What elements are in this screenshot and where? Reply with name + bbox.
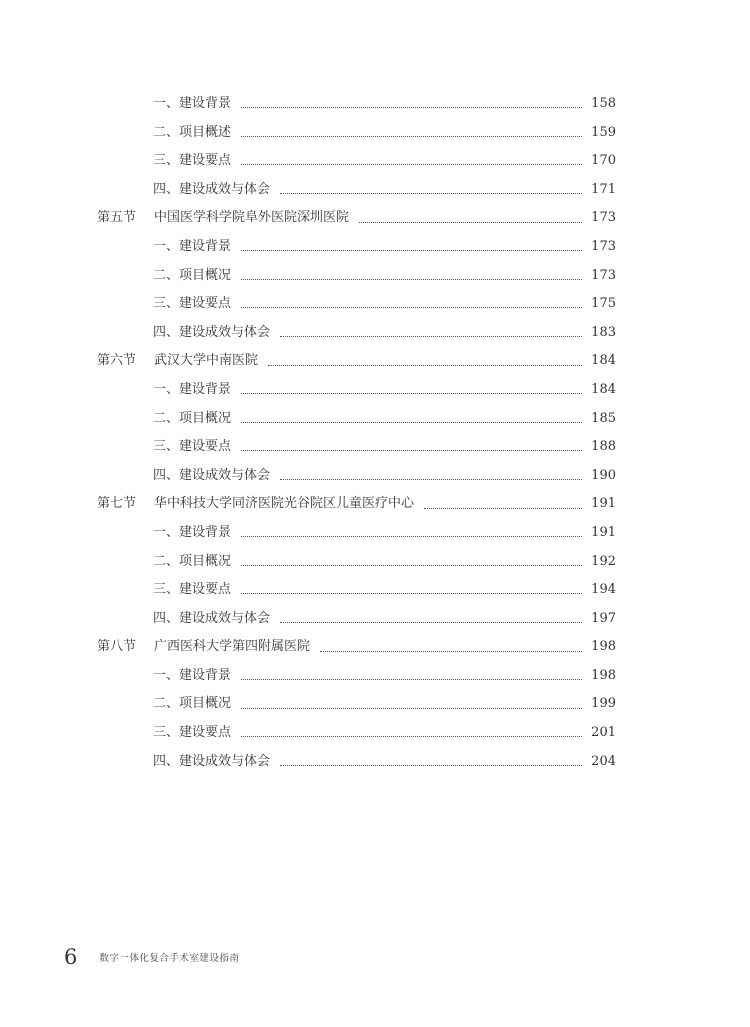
dot-leader: [241, 449, 616, 451]
toc-subentry[interactable]: [0, 719, 750, 748]
toc-section-entry[interactable]: [0, 490, 750, 519]
toc-entry-title: 三、建设要点: [153, 433, 241, 462]
toc-page-number: 158: [582, 90, 616, 119]
toc-section-entry[interactable]: [0, 633, 750, 662]
dot-leader: [241, 249, 616, 251]
dot-leader: [280, 764, 616, 766]
toc-page-number: 173: [582, 233, 616, 262]
toc-page-number: 184: [582, 376, 616, 405]
toc-subentry[interactable]: [0, 233, 750, 262]
toc-entry-title: 四、建设成效与体会: [153, 748, 280, 777]
toc-section-number: 第七节: [97, 496, 137, 512]
toc-subentry[interactable]: [0, 147, 750, 176]
toc-entry-label: [153, 319, 616, 348]
toc-subentry[interactable]: [0, 319, 750, 348]
table-of-contents: [0, 90, 750, 776]
toc-subentry[interactable]: [0, 90, 750, 119]
toc-entry-title: 二、项目概述: [153, 119, 241, 148]
toc-entry-title: 一、建设背景: [153, 90, 241, 119]
toc-entry-title: 四、建设成效与体会: [153, 462, 280, 491]
toc-entry-label: [153, 662, 616, 691]
page-footer: [64, 942, 239, 972]
dot-leader: [241, 163, 616, 165]
toc-entry-title: 一、建设背景: [153, 662, 241, 691]
toc-page-number: 188: [582, 433, 616, 462]
toc-entry-label: [153, 233, 616, 262]
dot-leader: [280, 478, 616, 480]
toc-entry-label: [154, 347, 616, 376]
toc-entry-label: [153, 90, 616, 119]
toc-entry-title: 一、建设背景: [153, 519, 241, 548]
toc-section-number: 第五节: [97, 210, 137, 226]
toc-entry-title: 三、建设要点: [153, 147, 241, 176]
toc-entry-title: 二、项目概况: [153, 262, 241, 291]
toc-page-number: 191: [582, 519, 616, 548]
toc-entry-label: [153, 376, 616, 405]
toc-subentry[interactable]: [0, 262, 750, 291]
toc-subentry[interactable]: [0, 433, 750, 462]
toc-entry-label: [154, 204, 616, 233]
toc-subentry[interactable]: [0, 376, 750, 405]
page-number: 6: [64, 945, 78, 969]
toc-section-entry[interactable]: [0, 204, 750, 233]
dot-leader: [241, 278, 616, 280]
toc-page-number: 183: [582, 319, 616, 348]
toc-section-number: 第八节: [97, 639, 137, 655]
toc-page-number: 171: [582, 176, 616, 205]
toc-entry-label: [154, 490, 616, 519]
toc-entry-label: [154, 633, 616, 662]
dot-leader: [241, 707, 616, 709]
toc-subentry[interactable]: [0, 462, 750, 491]
toc-page-number: 201: [582, 719, 616, 748]
toc-page-number: 185: [582, 405, 616, 434]
toc-entry-label: [153, 690, 616, 719]
toc-entry-title: 中国医学科学院阜外医院深圳医院: [154, 204, 359, 233]
toc-entry-title: 四、建设成效与体会: [153, 605, 280, 634]
toc-page-number: 173: [582, 262, 616, 291]
toc-entry-label: [153, 462, 616, 491]
toc-subentry[interactable]: [0, 405, 750, 434]
dot-leader: [241, 735, 616, 737]
dot-leader: [320, 650, 616, 652]
toc-subentry[interactable]: [0, 576, 750, 605]
toc-entry-label: [153, 748, 616, 777]
toc-page-number: 199: [582, 690, 616, 719]
dot-leader: [241, 392, 616, 394]
toc-entry-label: [153, 605, 616, 634]
toc-entry-label: [153, 719, 616, 748]
toc-entry-title: 一、建设背景: [153, 376, 241, 405]
toc-entry-title: 武汉大学中南医院: [154, 347, 268, 376]
toc-entry-label: [153, 548, 616, 577]
toc-subentry[interactable]: [0, 605, 750, 634]
dot-leader: [241, 106, 616, 108]
toc-entry-title: 四、建设成效与体会: [153, 319, 280, 348]
toc-subentry[interactable]: [0, 176, 750, 205]
toc-entry-title: 四、建设成效与体会: [153, 176, 280, 205]
toc-entry-title: 二、项目概况: [153, 690, 241, 719]
dot-leader: [268, 364, 616, 366]
dot-leader: [241, 678, 616, 680]
toc-subentry[interactable]: [0, 548, 750, 577]
toc-page-number: 198: [582, 633, 616, 662]
toc-entry-label: [153, 119, 616, 148]
dot-leader: [241, 564, 616, 566]
toc-section-entry[interactable]: [0, 347, 750, 376]
dot-leader: [241, 535, 616, 537]
toc-page-number: 173: [582, 204, 616, 233]
running-book-title: 数字一体化复合手术室建设指南: [99, 953, 240, 964]
dot-leader: [241, 135, 616, 137]
toc-page-number: 170: [582, 147, 616, 176]
toc-entry-title: 华中科技大学同济医院光谷院区儿童医疗中心: [154, 490, 424, 519]
toc-page-number: 197: [582, 605, 616, 634]
toc-entry-label: [153, 576, 616, 605]
toc-page-number: 198: [582, 662, 616, 691]
toc-subentry[interactable]: [0, 748, 750, 777]
toc-page-number: 190: [582, 462, 616, 491]
dot-leader: [280, 335, 616, 337]
toc-entry-title: 一、建设背景: [153, 233, 241, 262]
toc-subentry[interactable]: [0, 119, 750, 148]
toc-entry-label: [153, 405, 616, 434]
toc-page-number: 194: [582, 576, 616, 605]
toc-subentry[interactable]: [0, 519, 750, 548]
toc-entry-title: 广西医科大学第四附属医院: [154, 633, 320, 662]
dot-leader: [280, 192, 616, 194]
toc-section-number: 第六节: [97, 353, 137, 369]
dot-leader: [241, 421, 616, 423]
toc-entry-title: 三、建设要点: [153, 719, 241, 748]
toc-entry-title: 三、建设要点: [153, 290, 241, 319]
toc-page-number: 192: [582, 548, 616, 577]
toc-entry-title: 二、项目概况: [153, 548, 241, 577]
toc-entry-label: [153, 519, 616, 548]
toc-page-number: 159: [582, 119, 616, 148]
toc-entry-title: 二、项目概况: [153, 405, 241, 434]
dot-leader: [241, 306, 616, 308]
toc-entry-title: 三、建设要点: [153, 576, 241, 605]
toc-entry-label: [153, 290, 616, 319]
toc-page-number: 204: [582, 748, 616, 777]
dot-leader: [359, 221, 616, 223]
dot-leader: [241, 592, 616, 594]
toc-entry-label: [153, 176, 616, 205]
toc-page-number: 191: [582, 490, 616, 519]
dot-leader: [280, 621, 616, 623]
toc-page-number: 184: [582, 347, 616, 376]
toc-page-number: 175: [582, 290, 616, 319]
toc-subentry[interactable]: [0, 690, 750, 719]
toc-entry-label: [153, 262, 616, 291]
toc-subentry[interactable]: [0, 662, 750, 691]
toc-entry-label: [153, 433, 616, 462]
toc-subentry[interactable]: [0, 290, 750, 319]
toc-entry-label: [153, 147, 616, 176]
